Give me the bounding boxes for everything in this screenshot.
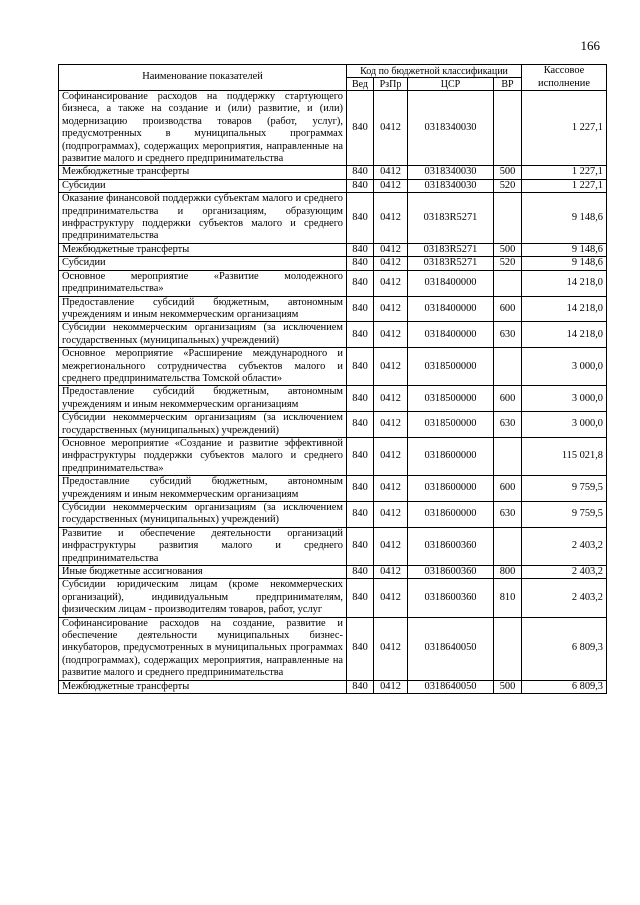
row-rzpr-cell: 0412 bbox=[374, 322, 408, 348]
row-vr-cell: 630 bbox=[494, 322, 522, 348]
row-name-cell: Основное мероприятие «Развитие молодежного предпринимательства» bbox=[59, 270, 347, 296]
row-rzpr-cell: 0412 bbox=[374, 257, 408, 270]
row-vr-cell: 600 bbox=[494, 386, 522, 412]
row-vr-cell bbox=[494, 437, 522, 475]
row-ved-cell: 840 bbox=[347, 386, 374, 412]
header-code-group: Код по бюджетной классификации bbox=[347, 65, 522, 78]
table-row bbox=[59, 322, 607, 348]
table-row bbox=[59, 179, 607, 192]
row-rzpr-cell: 0412 bbox=[374, 179, 408, 192]
row-ved-cell: 840 bbox=[347, 270, 374, 296]
row-csr-cell: 0318340030 bbox=[408, 91, 494, 166]
row-ved-cell: 840 bbox=[347, 179, 374, 192]
row-name-cell: Софинансирование расходов на поддержку стартующего бизнеса, а также на создание и (или) развитие, и (или) модернизацию производства товаров (работ, услуг), предусмотренных в муниципальных программах (подпрограммах), содержащих мероприятия, направленные на развитие малого и среднего предпринимательства bbox=[59, 91, 347, 166]
row-name-cell: Межбюджетные трансферты bbox=[59, 166, 347, 179]
row-csr-cell: 0318500000 bbox=[408, 412, 494, 438]
row-ved-cell: 840 bbox=[347, 527, 374, 565]
row-csr-cell: 0318600360 bbox=[408, 566, 494, 579]
row-amount-cell: 115 021,8 bbox=[522, 437, 607, 475]
row-csr-cell: 0318640050 bbox=[408, 680, 494, 693]
row-ved-cell: 840 bbox=[347, 680, 374, 693]
row-name-cell: Субсидии bbox=[59, 179, 347, 192]
row-ved-cell: 840 bbox=[347, 257, 374, 270]
row-name-cell: Субсидии некоммерческим организациям (за исключением государственных (муниципальных) учреждений) bbox=[59, 412, 347, 438]
row-csr-cell: 0318600000 bbox=[408, 437, 494, 475]
row-amount-cell: 2 403,2 bbox=[522, 527, 607, 565]
table-row bbox=[59, 166, 607, 179]
row-ved-cell: 840 bbox=[347, 579, 374, 617]
row-rzpr-cell: 0412 bbox=[374, 386, 408, 412]
row-rzpr-cell: 0412 bbox=[374, 527, 408, 565]
table-row bbox=[59, 91, 607, 166]
row-vr-cell bbox=[494, 270, 522, 296]
row-amount-cell: 2 403,2 bbox=[522, 566, 607, 579]
row-csr-cell: 0318400000 bbox=[408, 270, 494, 296]
row-amount-cell: 9 759,5 bbox=[522, 502, 607, 528]
row-amount-cell: 14 218,0 bbox=[522, 270, 607, 296]
row-csr-cell: 0318600000 bbox=[408, 476, 494, 502]
table-row bbox=[59, 412, 607, 438]
row-vr-cell: 500 bbox=[494, 680, 522, 693]
row-csr-cell: 0318600360 bbox=[408, 579, 494, 617]
row-vr-cell bbox=[494, 91, 522, 166]
table-body bbox=[59, 91, 607, 694]
row-rzpr-cell: 0412 bbox=[374, 296, 408, 322]
row-vr-cell: 600 bbox=[494, 296, 522, 322]
row-csr-cell: 03183R5271 bbox=[408, 257, 494, 270]
row-vr-cell: 520 bbox=[494, 257, 522, 270]
row-rzpr-cell: 0412 bbox=[374, 617, 408, 680]
row-amount-cell: 6 809,3 bbox=[522, 680, 607, 693]
row-rzpr-cell: 0412 bbox=[374, 166, 408, 179]
row-rzpr-cell: 0412 bbox=[374, 348, 408, 386]
header-csr: ЦСР bbox=[408, 78, 494, 91]
row-csr-cell: 0318400000 bbox=[408, 296, 494, 322]
row-csr-cell: 0318600360 bbox=[408, 527, 494, 565]
row-ved-cell: 840 bbox=[347, 348, 374, 386]
row-amount-cell: 6 809,3 bbox=[522, 617, 607, 680]
table-row bbox=[59, 296, 607, 322]
header-amount: Кассовое исполнение bbox=[522, 65, 607, 91]
row-amount-cell: 14 218,0 bbox=[522, 296, 607, 322]
row-csr-cell: 0318600000 bbox=[408, 502, 494, 528]
row-csr-cell: 0318500000 bbox=[408, 348, 494, 386]
header-name: Наименование показателей bbox=[59, 65, 347, 91]
row-ved-cell: 840 bbox=[347, 617, 374, 680]
row-name-cell: Софинансирование расходов на создание, развитие и обеспечение деятельности муниципальных бизнес-инкубаторов, предусмотренных в муниципальных программах (подпрограммах), содержащих мероприятия, направленные на развитие малого и среднего предпринимательства bbox=[59, 617, 347, 680]
row-vr-cell bbox=[494, 527, 522, 565]
row-rzpr-cell: 0412 bbox=[374, 91, 408, 166]
row-amount-cell: 14 218,0 bbox=[522, 322, 607, 348]
row-ved-cell: 840 bbox=[347, 476, 374, 502]
row-csr-cell: 0318340030 bbox=[408, 179, 494, 192]
row-amount-cell: 9 148,6 bbox=[522, 193, 607, 244]
row-name-cell: Иные бюджетные ассигнования bbox=[59, 566, 347, 579]
table-row bbox=[59, 579, 607, 617]
table-row bbox=[59, 270, 607, 296]
row-ved-cell: 840 bbox=[347, 296, 374, 322]
row-vr-cell: 800 bbox=[494, 566, 522, 579]
row-name-cell: Предоставление субсидий бюджетным, автономным учреждениям и иным некоммерческим организациям bbox=[59, 296, 347, 322]
row-ved-cell: 840 bbox=[347, 412, 374, 438]
header-ved: Вед bbox=[347, 78, 374, 91]
row-name-cell: Субсидии юридическим лицам (кроме некоммерческих организаций), индивидуальным предпринимателям, физическим лицам - производителям товаров, работ, услуг bbox=[59, 579, 347, 617]
table-row bbox=[59, 437, 607, 475]
row-csr-cell: 0318340030 bbox=[408, 166, 494, 179]
row-vr-cell: 520 bbox=[494, 179, 522, 192]
row-rzpr-cell: 0412 bbox=[374, 566, 408, 579]
row-amount-cell: 2 403,2 bbox=[522, 579, 607, 617]
row-vr-cell: 810 bbox=[494, 579, 522, 617]
row-name-cell: Межбюджетные трансферты bbox=[59, 243, 347, 256]
row-ved-cell: 840 bbox=[347, 193, 374, 244]
row-name-cell: Основное мероприятие «Создание и развитие эффективной инфраструктуры поддержки субъектов малого и среднего предпринимательства» bbox=[59, 437, 347, 475]
row-rzpr-cell: 0412 bbox=[374, 270, 408, 296]
table-row bbox=[59, 527, 607, 565]
row-csr-cell: 03183R5271 bbox=[408, 243, 494, 256]
row-name-cell: Субсидии bbox=[59, 257, 347, 270]
row-ved-cell: 840 bbox=[347, 502, 374, 528]
row-ved-cell: 840 bbox=[347, 243, 374, 256]
table-row bbox=[59, 386, 607, 412]
row-name-cell: Субсидии некоммерческим организациям (за исключением государственных (муниципальных) учреждений) bbox=[59, 322, 347, 348]
row-vr-cell: 630 bbox=[494, 412, 522, 438]
row-amount-cell: 9 148,6 bbox=[522, 257, 607, 270]
row-vr-cell: 500 bbox=[494, 243, 522, 256]
row-csr-cell: 0318400000 bbox=[408, 322, 494, 348]
row-vr-cell bbox=[494, 348, 522, 386]
row-name-cell: Межбюджетные трансферты bbox=[59, 680, 347, 693]
row-ved-cell: 840 bbox=[347, 566, 374, 579]
table-row bbox=[59, 243, 607, 256]
row-csr-cell: 0318500000 bbox=[408, 386, 494, 412]
table-row bbox=[59, 257, 607, 270]
page-number: 166 bbox=[580, 38, 600, 53]
row-name-cell: Развитие и обеспечение деятельности организаций инфраструктуры развития малого и среднего предпринимательства bbox=[59, 527, 347, 565]
row-ved-cell: 840 bbox=[347, 322, 374, 348]
row-amount-cell: 9 759,5 bbox=[522, 476, 607, 502]
row-amount-cell: 1 227,1 bbox=[522, 166, 607, 179]
row-rzpr-cell: 0412 bbox=[374, 193, 408, 244]
row-vr-cell bbox=[494, 193, 522, 244]
row-amount-cell: 3 000,0 bbox=[522, 348, 607, 386]
row-csr-cell: 0318640050 bbox=[408, 617, 494, 680]
header-vr: ВР bbox=[494, 78, 522, 91]
header-rzpr: РзПр bbox=[374, 78, 408, 91]
row-vr-cell: 500 bbox=[494, 166, 522, 179]
row-amount-cell: 1 227,1 bbox=[522, 91, 607, 166]
budget-execution-table bbox=[58, 64, 607, 694]
row-amount-cell: 3 000,0 bbox=[522, 412, 607, 438]
row-amount-cell: 1 227,1 bbox=[522, 179, 607, 192]
table-row bbox=[59, 566, 607, 579]
row-name-cell: Субсидии некоммерческим организациям (за исключением государственных (муниципальных) учреждений) bbox=[59, 502, 347, 528]
row-ved-cell: 840 bbox=[347, 166, 374, 179]
row-vr-cell bbox=[494, 617, 522, 680]
table-row bbox=[59, 680, 607, 693]
row-rzpr-cell: 0412 bbox=[374, 243, 408, 256]
row-ved-cell: 840 bbox=[347, 437, 374, 475]
row-vr-cell: 630 bbox=[494, 502, 522, 528]
table-row bbox=[59, 193, 607, 244]
row-rzpr-cell: 0412 bbox=[374, 437, 408, 475]
row-name-cell: Предоставлние субсидий бюджетным, автономным учреждениям и иным некоммерческим организациям bbox=[59, 476, 347, 502]
row-vr-cell: 600 bbox=[494, 476, 522, 502]
row-rzpr-cell: 0412 bbox=[374, 412, 408, 438]
row-rzpr-cell: 0412 bbox=[374, 579, 408, 617]
row-name-cell: Оказание финансовой поддержки субъектам малого и среднего предпринимательства и организациям, образующим инфраструктуру поддержки субъектов малого и среднего предпринимательства bbox=[59, 193, 347, 244]
table-row bbox=[59, 617, 607, 680]
table-row bbox=[59, 502, 607, 528]
row-amount-cell: 3 000,0 bbox=[522, 386, 607, 412]
row-name-cell: Предоставление субсидий бюджетным, автономным учреждениям и иным некоммерческим организациям bbox=[59, 386, 347, 412]
row-rzpr-cell: 0412 bbox=[374, 680, 408, 693]
row-ved-cell: 840 bbox=[347, 91, 374, 166]
row-name-cell: Основное мероприятие «Расширение международного и межрегионального сотрудничества субъектов малого и среднего предпринимательства Томской области» bbox=[59, 348, 347, 386]
row-rzpr-cell: 0412 bbox=[374, 476, 408, 502]
table-row bbox=[59, 476, 607, 502]
row-rzpr-cell: 0412 bbox=[374, 502, 408, 528]
table-row bbox=[59, 348, 607, 386]
row-amount-cell: 9 148,6 bbox=[522, 243, 607, 256]
row-csr-cell: 03183R5271 bbox=[408, 193, 494, 244]
